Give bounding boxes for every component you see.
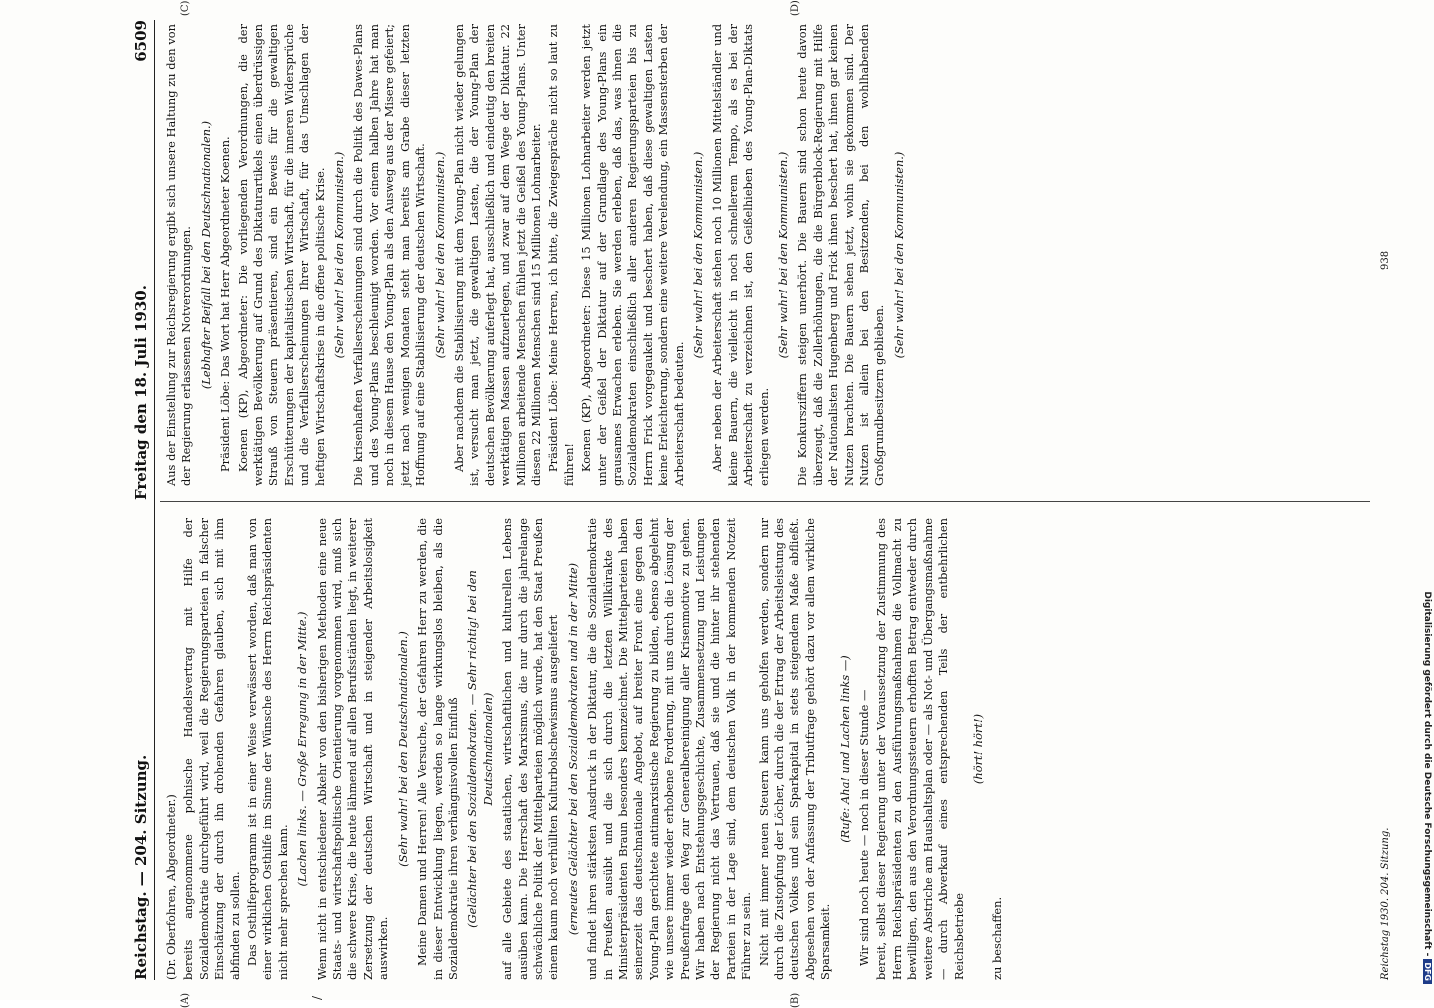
left-paragraph: (Gelächter bei den Sozialdemokraten. — Sehr richtig! bei den Deutschnationalen) (465, 570, 495, 928)
margin-slash-mark: / (310, 995, 324, 1000)
left-paragraph: bereits angenommene polnische Handelsvertrag mit Hilfe der Sozialdemokratie durchgeführt wird, weil die Regierungsparteien in falscher Einschätzung der durch ihn drohenden Gefahren glauben, sich mit ihm abfinden zu sollen. (181, 518, 242, 980)
right-paragraph: (Sehr wahr! bei den Kommunisten.) (691, 151, 705, 359)
footer-left: Reichstag 1930. 204. Sitzung. (1380, 827, 1391, 980)
left-column (164, 518, 1008, 980)
left-paragraph: Wenn nicht in entschiedener Abkehr von den bisherigen Methoden eine neue Staats- und wirtschaftspolitische Orientierung vorgenommen wird, muß sich die schwere Krise, die heute lähmend auf allen Berufsständen liegt, in weiterer Zersetzung der deutschen Wirtschaft und in steigender Arbeitslosigkeit auswirken. (314, 518, 391, 980)
left-paragraph: zu beschaffen. (990, 896, 1005, 980)
left-paragraph: auf alle Gebiete des staatlichen, wirtschaftlichen und kulturellen Lebens ausüben kann. Die Herrschaft des Marxismus, die nur durch die jahrelange schwächliche Politik der Mittelparteien möglich wurde, hat den Staat Preußen einem kaum noch verhüllten Kulturbolschewismus ausgeliefert (500, 518, 561, 980)
column-divider (160, 501, 1370, 502)
left-paragraph: Nicht mit immer neuen Steuern kann uns geholfen werden, sondern nur durch die Zustopfung der Löcher, durch die der Ertrag der Arbeitsleistung des deutschen Volkes und sein Sparkapital in stets steigendem Maße abfließt. Abgesehen von der Anfassung der Tributfrage gehört dazu vor allem wirkliche Sparsamkeit. (756, 518, 833, 980)
header-left: Reichstag. — 204. Sitzung. (132, 754, 150, 980)
header-rule (154, 20, 155, 980)
left-paragraph: bereit, selbst dieser Regierung unter der Voraussetzung der Zustimmung des Herrn Reichspräsidenten zu den Ausführungsmaßnahmen die Vollmacht zu bewilligen, den aus den Verordnungssteuern erhofften Betrag entweder durch weitere Abstriche am Haushaltsplan oder — als Not- und Übergangsmaßnahme — durch Abverkauf eines entsprechenden Teils der entbehrlichen Reichsbetriebe (874, 518, 966, 980)
margin-mark-a: (A) (180, 992, 191, 1008)
right-paragraph: Präsident Löbe: Meine Herren, ich bitte, die Zwiegespräche nicht so laut zu führen! (546, 24, 576, 486)
credit-text: Digitalisierung gefördert durch die Deutsche Forschungsgemeinschaft - (1422, 591, 1432, 957)
right-paragraph: Die krisenhaften Verfallserscheinungen sind durch die Politik des Dawes-Plans und des Young-Plans beschleunigt worden. Vor einem halben Jahre hat man noch in diesem Hause den Young-Plan als den Ausweg aus der Misere gefeiert; jetzt nach wenigen Monaten steht man bereits am Grabe dieser letzten Hoffnung auf eine Stabilisierung der deutschen Wirtschaft. (351, 24, 428, 486)
right-paragraph: (Sehr wahr! bei den Kommunisten.) (776, 151, 791, 359)
right-paragraph: Die Konkursziffern steigen unerhört. Die Bauern sind schon heute davon überzeugt, daß die Zollerhöhungen, die die Bürgerblock-Regierung mit Hilfe der Nationalisten Hugenberg und Frick ihnen beschert hat, ihnen gar keinen Nutzen brachten. Die Bauern sehen jetzt, wohin sie gekommen sind. Der Nutzen ist allein bei den Besitzenden, bei den wohlhabenden Großgrundbesitzern geblieben. (795, 24, 887, 486)
header-right-block (132, 20, 150, 500)
rotated-document (130, 0, 1410, 1008)
margin-mark-b: (B) (790, 992, 801, 1008)
right-paragraph: Präsident Löbe: Das Wort hat Herr Abgeordneter Koenen. (218, 136, 233, 472)
page-number: 6509 (132, 20, 150, 62)
left-paragraph: Meine Damen und Herren! Alle Versuche, der Gefahren Herr zu werden, die in dieser Entwicklung liegen, werden so lange wirkungslos bleiben, als die Sozialdemokratie ihren verhängnisvollen Einfluß (415, 518, 460, 980)
left-paragraph: (Rufe: Aha! und Lachen links —) (837, 655, 852, 843)
left-paragraph: (hört! hört!) (970, 713, 985, 785)
header-date: Freitag den 18. Juli 1930. (132, 285, 150, 500)
dfg-credit (1418, 12, 1432, 984)
left-paragraph: (Dr. Oberfohren, Abgeordneter.) (164, 794, 178, 980)
right-paragraph: (Sehr wahr! bei den Kommunisten.) (432, 151, 447, 359)
right-paragraph: Aus der Einstellung zur Reichsregierung ergibt sich unsere Haltung zu den von der Regierung erlassenen Notverordnungen. (164, 24, 194, 486)
left-paragraph: (Sehr wahr! bei den Deutschnationalen.) (395, 631, 410, 867)
left-paragraph: Das Osthilfeprogramm ist in einer Weise verwässert worden, daß man von einer wirklichen Osthilfe im Sinne der Wünsche des Herrn Reichspräsidenten nicht mehr sprechen kann. (245, 518, 290, 980)
left-paragraph: Wir sind noch heute — noch in dieser Stunde — (857, 689, 872, 966)
page-bottom-number: 938 (1380, 250, 1391, 270)
right-paragraph: (Sehr wahr! bei den Kommunisten.) (332, 151, 347, 359)
right-paragraph: (Sehr wahr! bei den Kommunisten.) (891, 151, 906, 359)
right-paragraph: Aber neben der Arbeiterschaft stehen noch 10 Millionen Mittelständler und kleine Bauern, die vielleicht in noch schnellerem Tempo, als es bei der Arbeiterschaft zu verzeichnen ist, den Geißelhieben des Young-Plan-Diktats erliegen werden. (710, 24, 771, 486)
margin-mark-d: (D) (790, 0, 801, 16)
right-column (164, 24, 911, 486)
left-paragraph: und findet ihren stärksten Ausdruck in der Diktatur, die die Sozialdemokratie in Preußen ausübt und die sich durch die letzten Willkürakte des Ministerpräsidenten Braun besonders kennzeichnet. Die Mittelparteien haben seinerzeit das deutschnationale Angebot, auf breiter Front eine gegen den Young-Plan gerichtete antimarxistische Regierung zu bilden, ebenso abgelehnt wie unsere immer wieder erhobene Forderung, mit uns durch die Lösung der Preußenfrage den Weg zur Generalbereinigung aller Krisenmotive zu gehen. Wir haben nach Entstehungsgeschichte, Zusammensetzung und Leistungen der Regierung nicht das Vertrauen, daß sie und die hinter ihr stehenden Parteien in der Lage sind, dem deutschen Volk in der kommenden Notzeit Führer zu sein. (585, 518, 754, 980)
right-paragraph: Koenen (KP), Abgeordneter: Die vorliegenden Verordnungen, die der werktätigen Bevölkerung auf Grund des Diktaturartikels einen überdrüssigen Strauß von Steuern präsentieren, sind ein Beweis für die gewaltigen Erschütterungen der kapitalistischen Wirtschaft, für die inneren Widersprüche und die Verfallserscheinungen Ihrer Wirtschaft, für das Umschlagen der heftigen Wirtschaftskrise in die offene politische Krise. (235, 24, 327, 486)
left-paragraph: (Lachen links. — Große Erregung in der Mitte.) (295, 611, 310, 887)
margin-mark-c: (C) (180, 0, 191, 16)
right-paragraph: (Lebhafter Beifall bei den Deutschnationalen.) (198, 120, 213, 390)
right-paragraph: Koenen (KP), Abgeordneter: Diese 15 Millionen Lohnarbeiter werden jetzt unter der Geißel der Diktatur auf der Grundlage des Young-Plans ein grausames Erwachen erleben. Sie werden erleben, daß das, was ihnen die Sozialdemokraten einschließlich aller anderen Regierungsparteien bis zu Herrn Frick vorgegaukelt und beschert haben, daß diese gewaltigen Lasten keine Erleichterung, sondern eine weitere Verelendung, ein Massensterben der Arbeiterschaft bedeuten. (579, 24, 686, 486)
right-paragraph: Aber nachdem die Stabilisierung mit dem Young-Plan nicht wieder gelungen ist, versucht man jetzt, die gewaltigen Lasten, die der Young-Plan der deutschen Bevölkerung auferlegt hat, ausschließlich und eindeutig den breiten werktätigen Massen aufzuerlegen, und zwar auf dem Wege der Diktatur. 22 Millionen arbeitende Menschen fühlen jetzt die Geißel des Young-Plans. Unter diesen 22 Millionen Menschen sind 15 Millionen Lohnarbeiter. (451, 24, 543, 486)
left-paragraph: (erneutes Gelächter bei den Sozialdemokraten und in der Mitte) (565, 562, 580, 936)
dfg-logo: DFG (1423, 959, 1432, 984)
